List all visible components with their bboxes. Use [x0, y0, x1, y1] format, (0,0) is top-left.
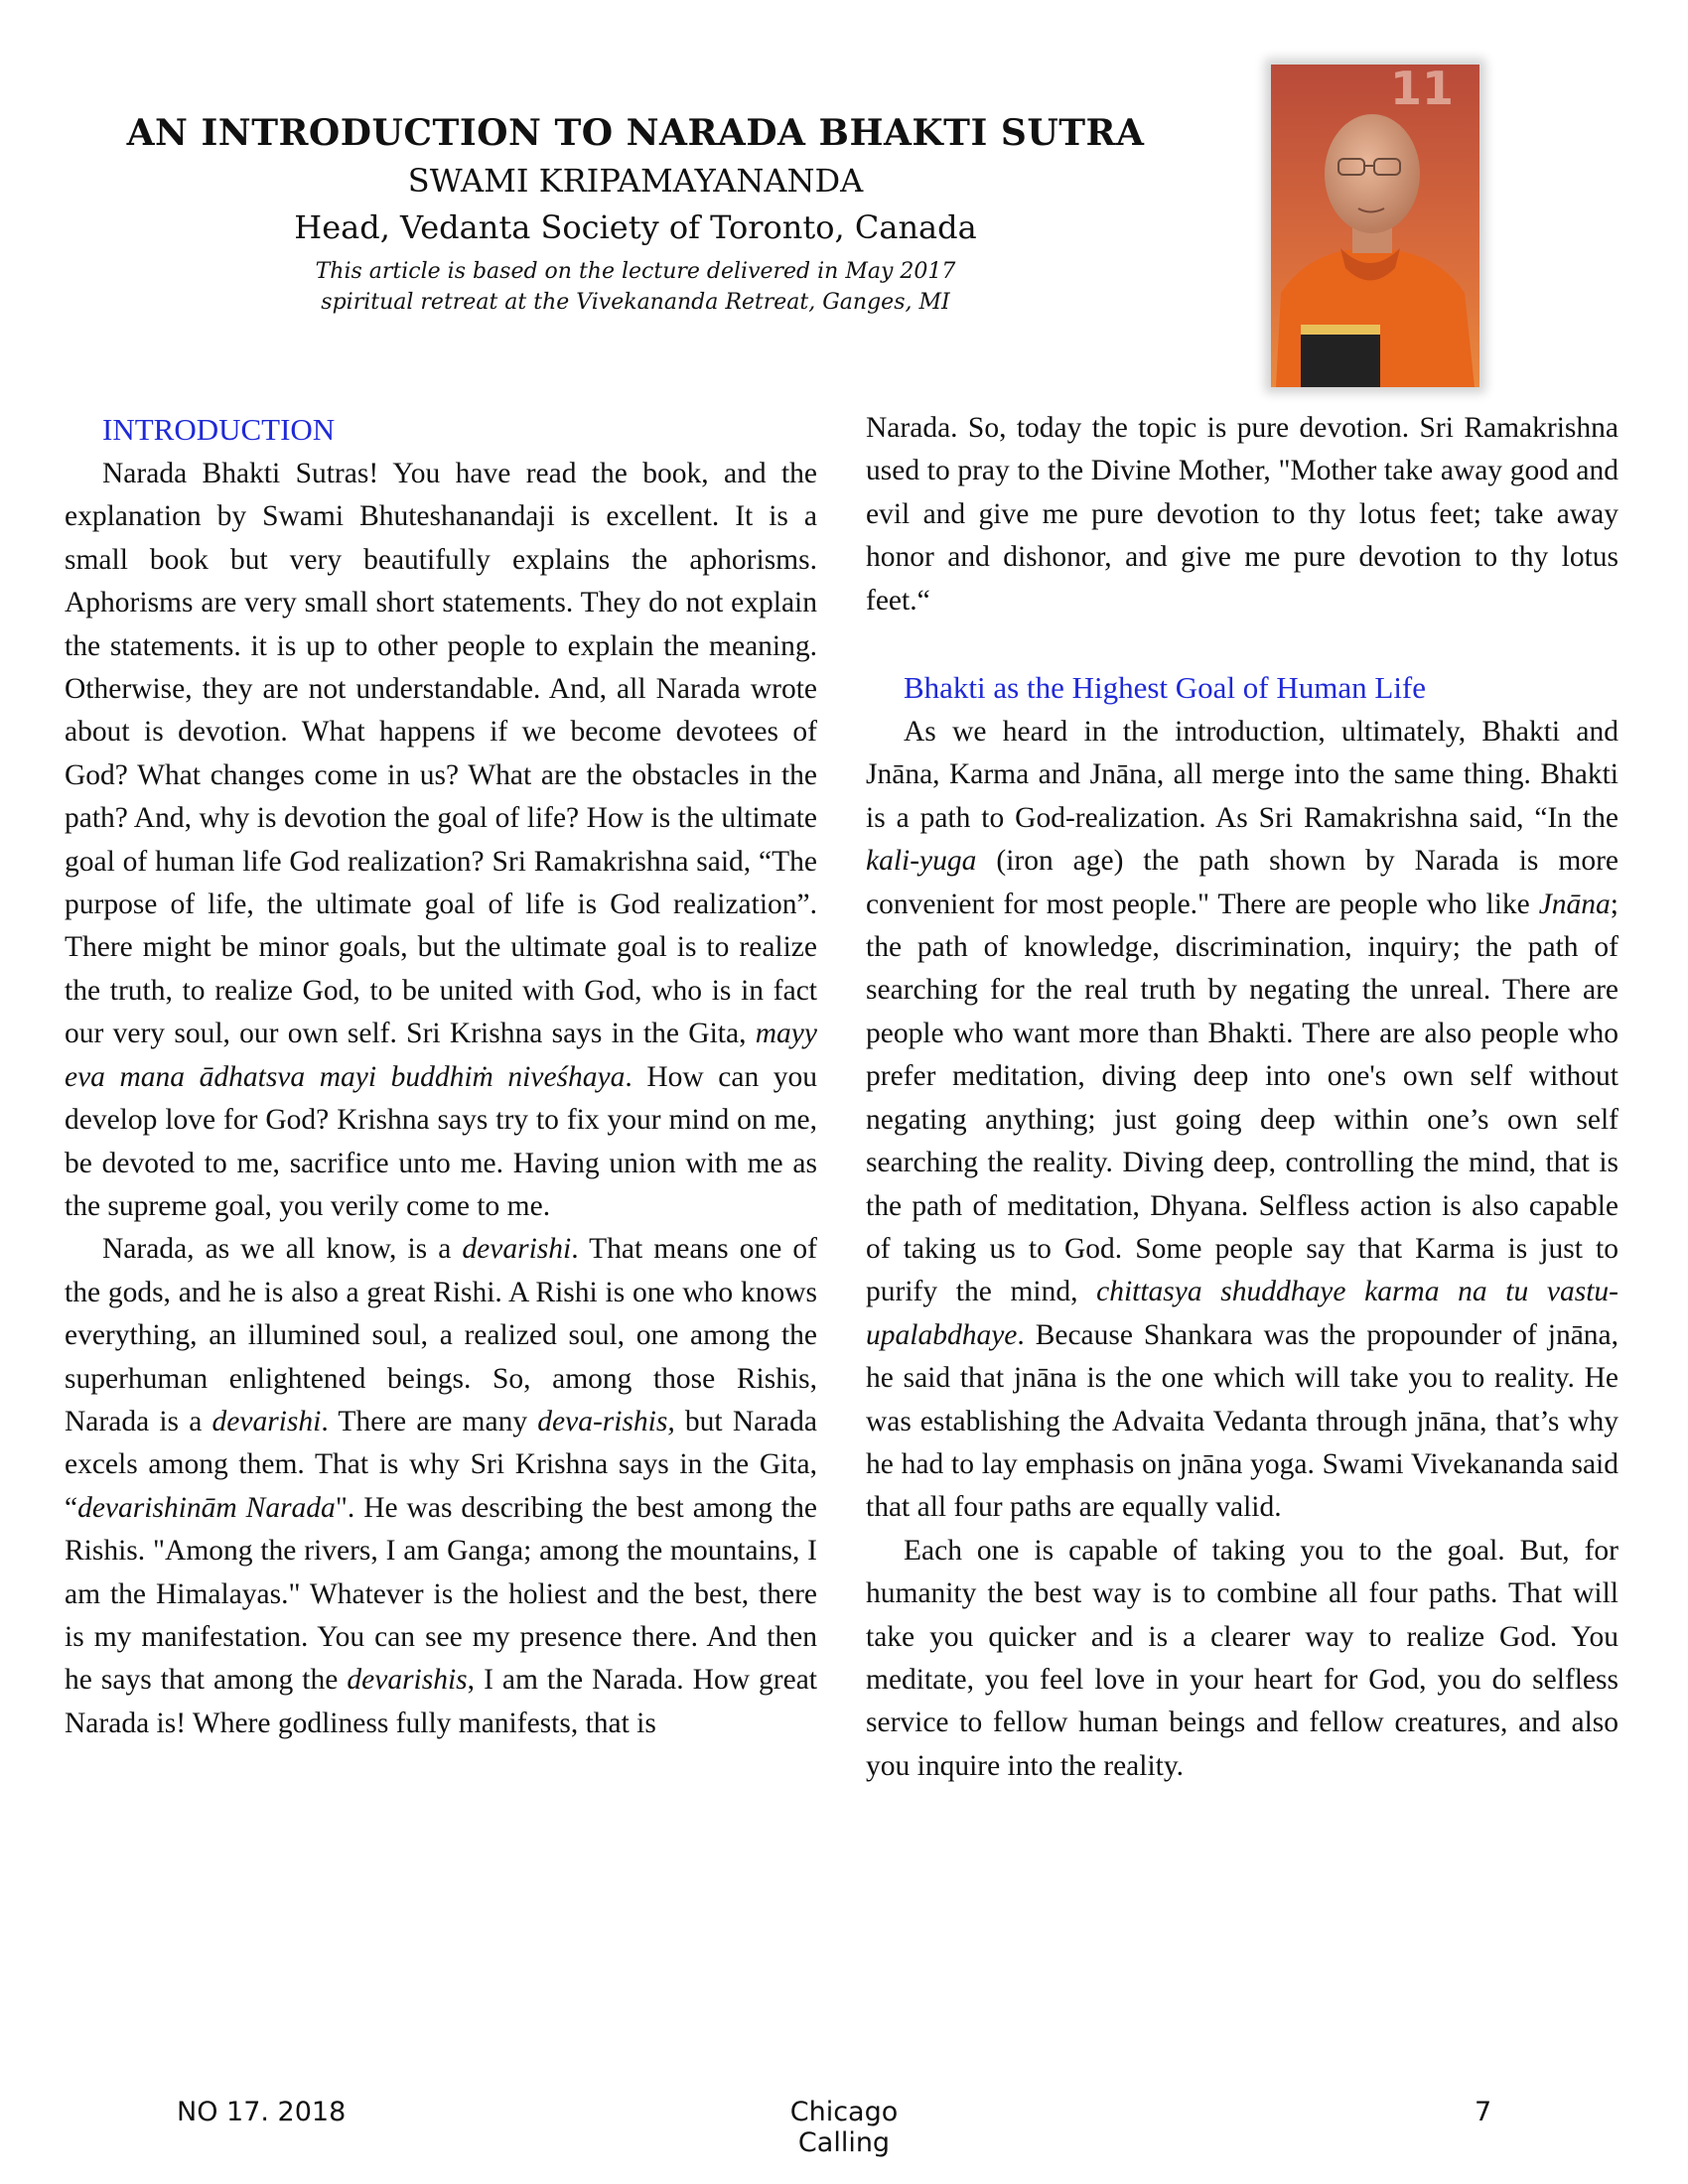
- body-paragraph: Narada. So, today the topic is pure devotion. Sri Ramakrishna used to pray to the Divine Mother, "Mother take away good and evil and give me pure devotion to thy lotus feet; take away honor and dishonor, and give me pure devotion to thy lotus feet.“: [866, 412, 1618, 616]
- sanskrit-term: devarishi: [462, 1233, 572, 1266]
- issue-number: NO 17. 2018: [177, 2097, 347, 2127]
- body-paragraph: [65, 1228, 817, 1745]
- paragraph-text: , I am the Narada. How great Narada is! Where godliness fully manifests, that is: [65, 1664, 817, 1739]
- paragraph-text: but Narada excels among them. That is why Sri Krishna says in the Gita, “: [65, 1405, 817, 1524]
- article-header: [60, 107, 1211, 318]
- section-heading-bhakti: Bhakti as the Highest Goal of Human Life: [904, 670, 1427, 706]
- page-footer: [0, 2097, 1688, 2158]
- article-note-line2: spiritual retreat at the Vivekananda Retreat, Ganges, MI: [321, 290, 950, 315]
- sanskrit-term: devarishis: [347, 1664, 468, 1697]
- publication-name: Chicago Calling: [789, 2097, 899, 2158]
- right-column: [866, 407, 1618, 1788]
- paragraph-text: . Because Shankara was the propounder of jnāna, he said that jnāna is the one which will take you to reality. He was establishing the Advaita Vedanta through jnāna, that’s why he had to lay emphasis on jnāna yoga. Swami Vivekananda said that all four paths are equally valid.: [866, 1318, 1618, 1524]
- paragraph-text: . That means one of the gods, and he is also a great Rishi. A Rishi is one who knows everything, an illumined soul, a realized soul, one among the superhuman enlightened beings. So, among those Rishis, Narada is a: [65, 1233, 817, 1437]
- paragraph-text: . There are many: [321, 1405, 538, 1437]
- body-paragraph: [866, 711, 1618, 1530]
- page-number: 7: [1475, 2097, 1492, 2127]
- paragraph-spacer: [866, 622, 1618, 665]
- paragraph-text: ; the path of knowledge, discrimination, inquiry; the path of searching for the real truth by negating the unreal. There are people who want more than Bhakti. There are also people who prefer meditation, diving deep into one's own self without negating anything; just going deep within one’s own self searching the reality. Diving deep, controlling the mind, that is the path of meditation, Dhyana. Selfless action is also capable of taking us to God. Some people say that Karma is just to purify the mind,: [866, 887, 1618, 1308]
- section-heading-introduction: INTRODUCTION: [102, 412, 336, 447]
- article-note-line1: This article is based on the lecture delivered in May 2017: [315, 259, 956, 284]
- author-portrait-photo: [1271, 65, 1479, 387]
- paragraph-text: Narada Bhakti Sutras! You have read the book, and the explanation by Swami Bhuteshanandaji is excellent. It is a small book but very beautifully explains the aphorisms. Aphorisms are very small short statements. They do not explain the statements. it is up to other people to explain the meaning. Otherwise, they are not understandable. And, all Narada wrote about is devotion. What happens if we become devotees of God? What changes come in us? What are the obstacles in the path? And, why is devotion the goal of life? How is the ultimate goal of human life God realization? Sri Ramakrishna said, “The purpose of life, the ultimate goal of life is God realization”. There might be minor goals, but the ultimate goal is to realize the truth, to realize God, to be united with God, who is in fact our very soul, our own self. Sri Krishna says in the Gita,: [65, 458, 817, 1050]
- sanskrit-quote: mayy eva mana ādhatsva mayi buddhiṁ niveśhaya: [65, 1018, 817, 1093]
- paragraph-text: (iron age) the path shown by Narada is more convenient for most people." There are people who like: [866, 845, 1618, 920]
- paragraph-text: . How can you develop love for God? Krishna says try to fix your mind on me, be devoted to me, sacrifice unto me. Having union with me as the supreme goal, you verily come to me.: [65, 1060, 818, 1222]
- sanskrit-term: devarishi: [211, 1405, 322, 1437]
- article-note: [60, 256, 1211, 318]
- author-affiliation: Head, Vedanta Society of Toronto, Canada: [294, 208, 977, 246]
- sanskrit-quote: chittasya shuddhaye karma na tu vastu-upalabdhaye: [866, 1276, 1618, 1351]
- body-paragraph: [65, 453, 817, 1228]
- sanskrit-term: kali-yuga: [866, 845, 977, 878]
- paragraph-text: Narada, as we all know, is a: [102, 1233, 463, 1266]
- author-name: SWAMI KRIPAMAYANANDA: [407, 162, 864, 200]
- left-column: [65, 407, 817, 1745]
- sanskrit-term: Jnāna: [1538, 887, 1611, 920]
- svg-text:11: 11: [1390, 65, 1455, 115]
- paragraph-text: As we heard in the introduction, ultimately, Bhakti and Jnāna, Karma and Jnāna, all merge into the same thing. Bhakti is a path to God-realization. As Sri Ramakrishna said, “In the: [866, 716, 1618, 834]
- article-title: AN INTRODUCTION TO NARADA BHAKTI SUTRA: [126, 112, 1145, 154]
- paragraph-text: ". He was describing the best among the Rishis. "Among the rivers, I am Ganga; among the mountains, I am the Himalayas." Whatever is the holiest and the best, there is my manifestation. You can see my presence there. And then he says that among the: [65, 1491, 818, 1697]
- sanskrit-term: deva-rishis,: [537, 1405, 675, 1437]
- sanskrit-term: devarishinām Narada: [77, 1491, 336, 1524]
- body-paragraph: Each one is capable of taking you to the goal. But, for humanity the best way is to combine all four paths. That will take you quicker and is a clearer way to realize God. You meditate, you feel love in your heart for God, you do selfless service to fellow human beings and fellow creatures, and also you inquire into the reality.: [866, 1534, 1618, 1782]
